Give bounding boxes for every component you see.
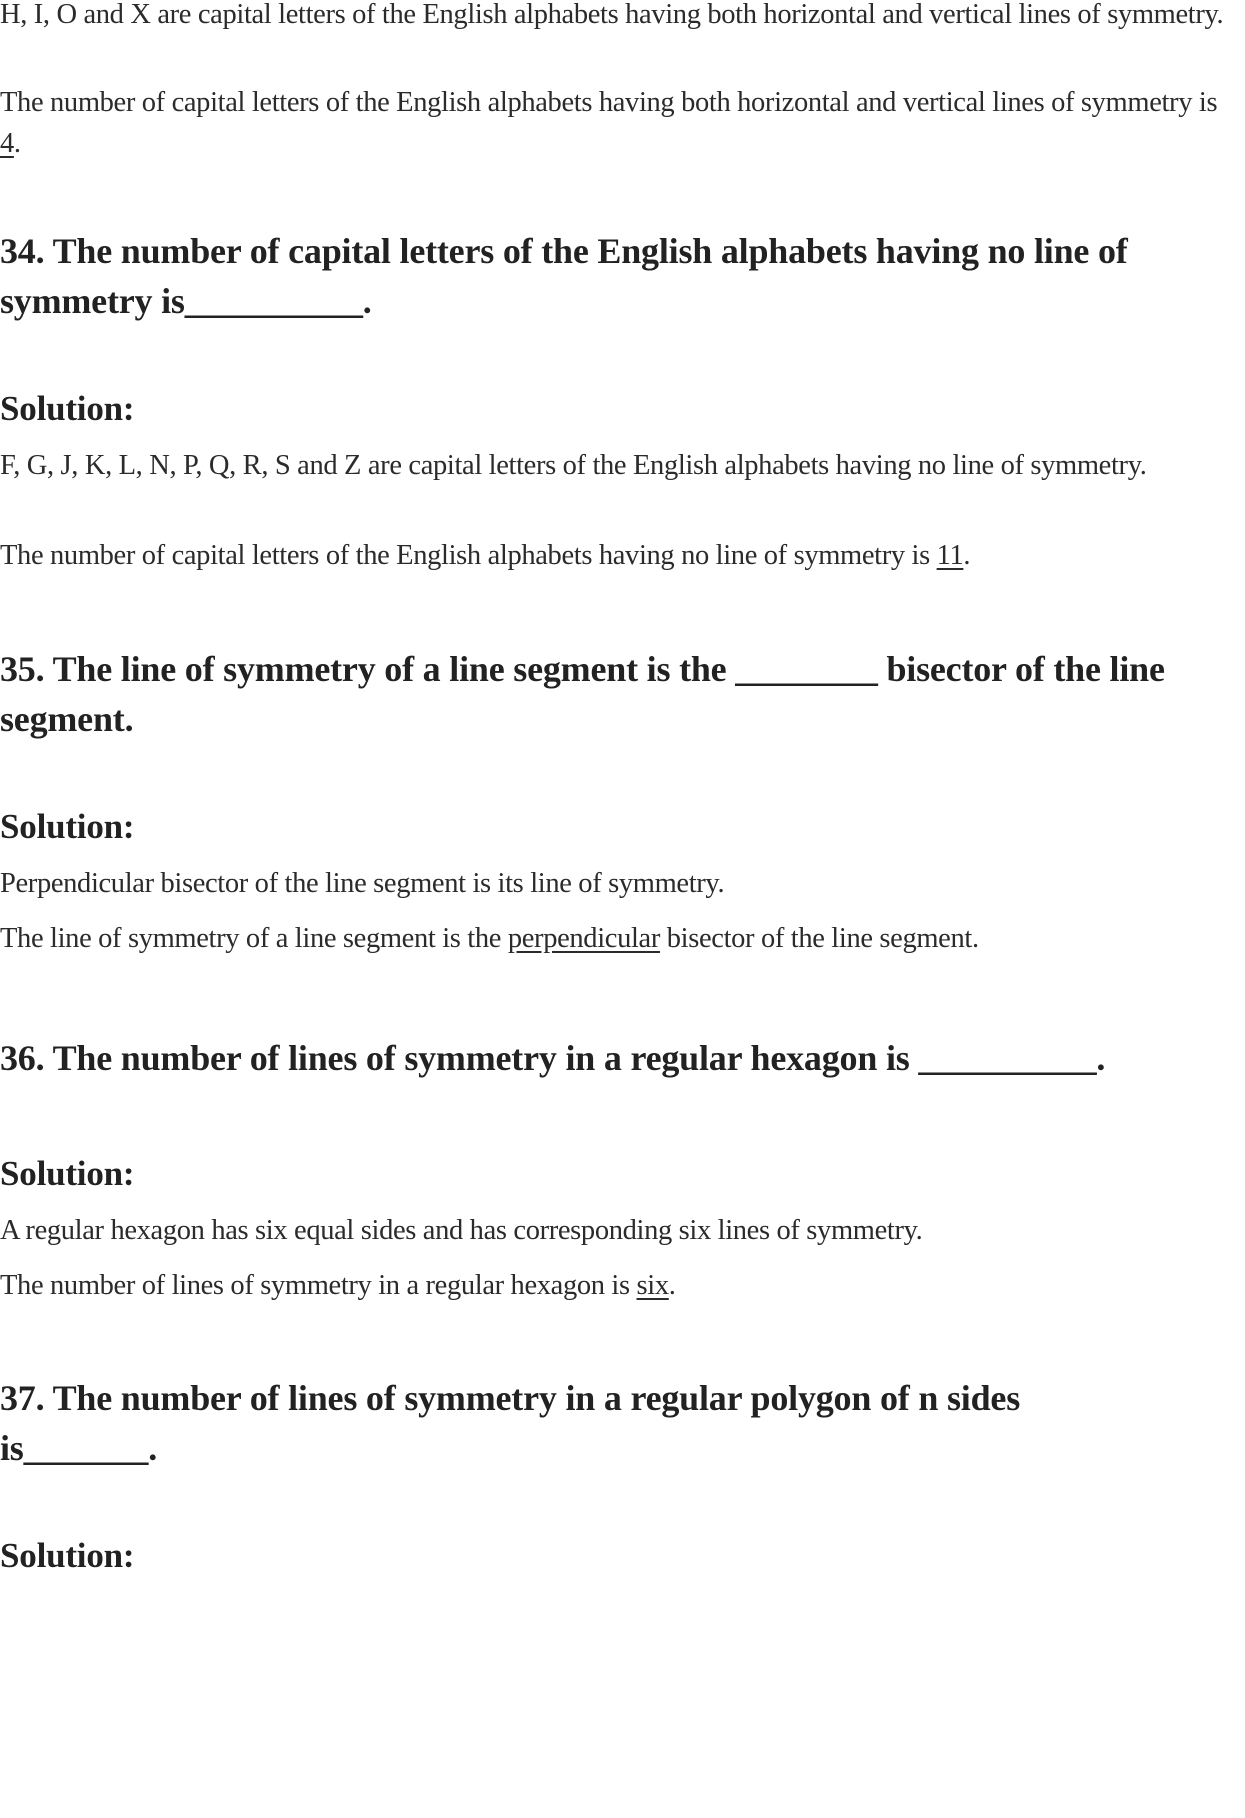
answer-suffix: .	[13, 128, 21, 159]
answer-value: 11	[936, 540, 964, 571]
solution-answer-34	[0, 535, 1240, 576]
solution-heading-35: Solution:	[0, 807, 135, 846]
solution-explanation-34	[0, 445, 1240, 486]
question-text: The number of lines of symmetry in a regular polygon of n sides is_______.	[0, 1378, 1021, 1468]
solution-heading-36: Solution:	[0, 1154, 135, 1193]
question-text: The number of capital letters of the English alphabets having no line of symmetry is__________.	[0, 231, 1128, 321]
answer-prefix: The line of symmetry of a line segment is the	[0, 923, 508, 954]
answer-value: 4	[0, 128, 14, 159]
answer-prefix: The number of capital letters of the English alphabets having both horizontal and vertical lines of symmetry is	[0, 87, 1218, 118]
question-34	[0, 226, 1245, 326]
answer-suffix: bisector of the line segment.	[659, 923, 979, 954]
solution-explanation-35	[0, 863, 1240, 904]
answer-suffix: .	[963, 540, 971, 571]
solution-answer-36	[0, 1265, 1240, 1306]
explanation-text: A regular hexagon has six equal sides and has corresponding six lines of symmetry.	[0, 1215, 923, 1246]
answer-value: perpendicular	[507, 923, 660, 954]
question-number: 36.	[0, 1038, 45, 1078]
question-text: The line of symmetry of a line segment is the ________ bisector of the line segment.	[0, 649, 1165, 739]
question-number: 35.	[0, 649, 45, 689]
solution-heading-37: Solution:	[0, 1536, 135, 1575]
question-text: The number of lines of symmetry in a regular hexagon is __________.	[52, 1038, 1106, 1078]
question-36	[0, 1033, 1245, 1083]
solution-explanation-36	[0, 1210, 1240, 1251]
question-37	[0, 1373, 1130, 1473]
continuation-answer	[0, 82, 1240, 164]
continuation-explanation-text: H, I, O and X are capital letters of the English alphabets having both horizontal and vertical lines of symmetry.	[0, 0, 1224, 30]
answer-prefix: The number of lines of symmetry in a regular hexagon is	[0, 1270, 637, 1301]
explanation-text: F, G, J, K, L, N, P, Q, R, S and Z are capital letters of the English alphabets having no line of symmetry.	[0, 450, 1147, 481]
question-number: 34.	[0, 231, 45, 271]
continuation-explanation	[0, 0, 1240, 35]
question-35	[0, 644, 1245, 744]
solution-answer-35	[0, 918, 1240, 959]
solution-heading-34: Solution:	[0, 389, 135, 428]
answer-prefix: The number of capital letters of the English alphabets having no line of symmetry is	[0, 540, 937, 571]
answer-value: six	[636, 1270, 669, 1301]
question-number: 37.	[0, 1378, 45, 1418]
explanation-text: Perpendicular bisector of the line segment is its line of symmetry.	[0, 868, 725, 899]
answer-suffix: .	[668, 1270, 676, 1301]
